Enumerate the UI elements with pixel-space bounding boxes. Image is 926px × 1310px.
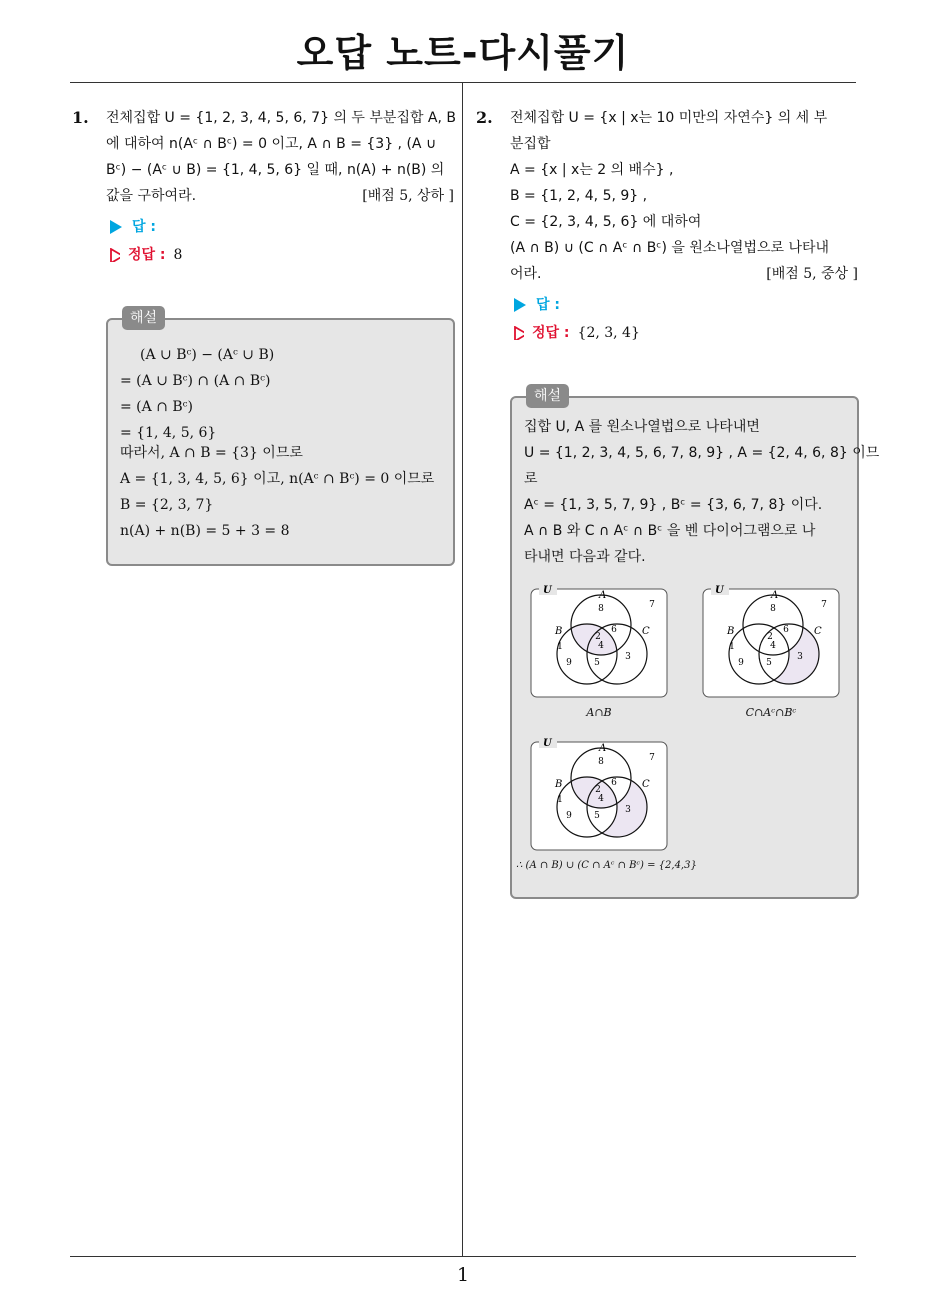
venn-set-label: C bbox=[642, 779, 650, 790]
venn-set-label: B bbox=[727, 626, 735, 637]
open-triangle-icon bbox=[110, 248, 120, 262]
explanation-line: Aᶜ = {1, 3, 5, 7, 9} , Bᶜ = {3, 6, 7, 8} 이다. bbox=[524, 497, 823, 513]
question-2 bbox=[476, 105, 858, 347]
column-divider bbox=[462, 82, 463, 1257]
page-number: 1 bbox=[456, 1264, 470, 1286]
answer-label: 답 : bbox=[132, 219, 156, 235]
correct-label: 정답 : bbox=[128, 247, 166, 263]
explanation-line: 따라서, A ∩ B = {3} 이므로 bbox=[120, 445, 303, 461]
question-line: A = {x | x는 2 의 배수} , bbox=[510, 162, 674, 178]
explanation-line: U = {1, 2, 3, 4, 5, 6, 7, 8, 9} , A = {2, 4, 6, 8} 이므 bbox=[524, 445, 880, 461]
explanation-text bbox=[524, 414, 879, 570]
venn-set-label: A bbox=[599, 743, 607, 754]
venn-caption: A∩B bbox=[586, 706, 612, 719]
bottom-rule bbox=[70, 1256, 856, 1257]
venn-region-value: 5 bbox=[766, 658, 772, 668]
question-text bbox=[106, 105, 457, 209]
correct-value: 8 bbox=[173, 247, 183, 263]
venn-caption: ∴ (A ∩ B) ∪ (C ∩ Aᶜ ∩ Bᶜ) = {2,4,3} bbox=[516, 860, 697, 871]
question-line: 에 대하여 n(Aᶜ ∩ Bᶜ) = 0 이고, A ∩ B = {3} , (A ∪ bbox=[106, 136, 437, 152]
top-rule bbox=[70, 82, 856, 83]
venn-set-label: A bbox=[771, 590, 779, 601]
question-line: 전체집합 U = {1, 2, 3, 4, 5, 6, 7} 의 두 부분집합 A, B bbox=[106, 110, 457, 126]
score-meta: [배점 5, 상하 ] bbox=[362, 188, 454, 204]
question-line: 어라. bbox=[510, 266, 542, 282]
question-line: 전체집합 U = {x | x는 10 미만의 자연수} 의 세 부 bbox=[510, 110, 828, 126]
correct-value: {2, 3, 4} bbox=[577, 325, 640, 341]
venn-region-value: 4 bbox=[770, 641, 776, 651]
venn-region-value: 3 bbox=[797, 652, 803, 662]
explanation-line: A = {1, 3, 4, 5, 6} 이고, n(Aᶜ ∩ Bᶜ) = 0 이므로 bbox=[120, 471, 435, 487]
explanation-line: n(A) + n(B) = 5 + 3 = 8 bbox=[120, 523, 290, 539]
explanation-line: 로 bbox=[524, 471, 538, 487]
play-icon bbox=[110, 220, 122, 234]
venn-region-value: 9 bbox=[566, 811, 572, 821]
venn-region-value: 5 bbox=[594, 811, 600, 821]
explanation-line: A ∩ B 와 C ∩ Aᶜ ∩ Bᶜ 을 벤 다이어그램으로 나 bbox=[524, 523, 816, 539]
venn-region-value: 3 bbox=[625, 652, 631, 662]
venn-set-label: B bbox=[555, 779, 563, 790]
venn-universe-label: U bbox=[543, 738, 552, 749]
venn-region-value: 2 bbox=[767, 632, 773, 642]
venn-set-label: C bbox=[642, 626, 650, 637]
explanation-line: 집합 U, A 를 원소나열법으로 나타내면 bbox=[524, 419, 760, 435]
venn-region-value: 1 bbox=[729, 642, 735, 652]
question-line: 분집합 bbox=[510, 136, 551, 152]
question-number: 1. bbox=[72, 108, 89, 127]
venn-universe-label: U bbox=[543, 585, 552, 596]
play-icon bbox=[514, 298, 526, 312]
explanation-line: 타내면 다음과 같다. bbox=[524, 549, 646, 565]
venn-region-value: 4 bbox=[598, 641, 604, 651]
answer-row[interactable] bbox=[514, 291, 858, 319]
venn-diagram-a-and-b bbox=[529, 581, 669, 701]
venn-region-value: 8 bbox=[770, 604, 776, 614]
venn-region-value: 9 bbox=[566, 658, 572, 668]
question-number: 2. bbox=[476, 108, 493, 127]
explanation-line: = (A ∩ Bᶜ) bbox=[120, 399, 193, 415]
answer-label: 답 : bbox=[536, 297, 560, 313]
question-1 bbox=[72, 105, 457, 269]
venn-region-value: 2 bbox=[595, 785, 601, 795]
explanation-box-1 bbox=[106, 310, 455, 566]
question-text bbox=[510, 105, 858, 287]
venn-region-value: 6 bbox=[783, 625, 789, 635]
venn-region-value: 4 bbox=[598, 794, 604, 804]
correct-label: 정답 : bbox=[532, 325, 570, 341]
explanation-line: = (A ∪ Bᶜ) ∩ (A ∩ Bᶜ) bbox=[120, 373, 271, 389]
venn-region-value: 7 bbox=[649, 753, 655, 763]
explanation-line: (A ∪ Bᶜ) − (Aᶜ ∪ B) bbox=[140, 347, 275, 363]
venn-caption: C∩Aᶜ∩Bᶜ bbox=[745, 706, 797, 719]
venn-region-value: 8 bbox=[598, 757, 604, 767]
question-line: B = {1, 2, 4, 5, 9} , bbox=[510, 188, 648, 204]
venn-region-value: 3 bbox=[625, 805, 631, 815]
page-title: 오답 노트-다시풀기 bbox=[296, 31, 630, 75]
venn-region-value: 8 bbox=[598, 604, 604, 614]
correct-answer-row bbox=[514, 319, 858, 347]
explanation-tag: 해설 bbox=[122, 306, 165, 330]
correct-answer-row bbox=[110, 241, 454, 269]
venn-region-value: 1 bbox=[557, 642, 563, 652]
venn-set-label: A bbox=[599, 590, 607, 601]
explanation-line: = {1, 4, 5, 6} bbox=[120, 425, 217, 441]
venn-universe-label: U bbox=[715, 585, 724, 596]
venn-region-value: 9 bbox=[738, 658, 744, 668]
question-line: C = {2, 3, 4, 5, 6} 에 대하여 bbox=[510, 214, 702, 230]
venn-region-value: 1 bbox=[557, 795, 563, 805]
explanation-text bbox=[120, 342, 434, 544]
venn-diagram-c-not-a-not-b bbox=[701, 581, 841, 701]
explanation-tag: 해설 bbox=[526, 384, 569, 408]
venn-diagram-union bbox=[529, 734, 669, 854]
question-line: 값을 구하여라. bbox=[106, 188, 197, 204]
venn-region-value: 5 bbox=[594, 658, 600, 668]
answer-row[interactable] bbox=[110, 213, 454, 241]
explanation-line: B = {2, 3, 7} bbox=[120, 497, 214, 513]
venn-region-value: 7 bbox=[649, 600, 655, 610]
score-meta: [배점 5, 중상 ] bbox=[766, 266, 858, 282]
venn-region-value: 2 bbox=[595, 632, 601, 642]
venn-region-value: 6 bbox=[611, 778, 617, 788]
question-line: (A ∩ B) ∪ (C ∩ Aᶜ ∩ Bᶜ) 을 원소나열법으로 나타내 bbox=[510, 240, 830, 256]
open-triangle-icon bbox=[514, 326, 524, 340]
venn-set-label: C bbox=[814, 626, 822, 637]
venn-set-label: B bbox=[555, 626, 563, 637]
venn-region-value: 6 bbox=[611, 625, 617, 635]
question-line: Bᶜ) − (Aᶜ ∪ B) = {1, 4, 5, 6} 일 때, n(A) + n(B) 의 bbox=[106, 162, 445, 178]
explanation-box-2 bbox=[510, 388, 880, 899]
venn-region-value: 7 bbox=[821, 600, 827, 610]
